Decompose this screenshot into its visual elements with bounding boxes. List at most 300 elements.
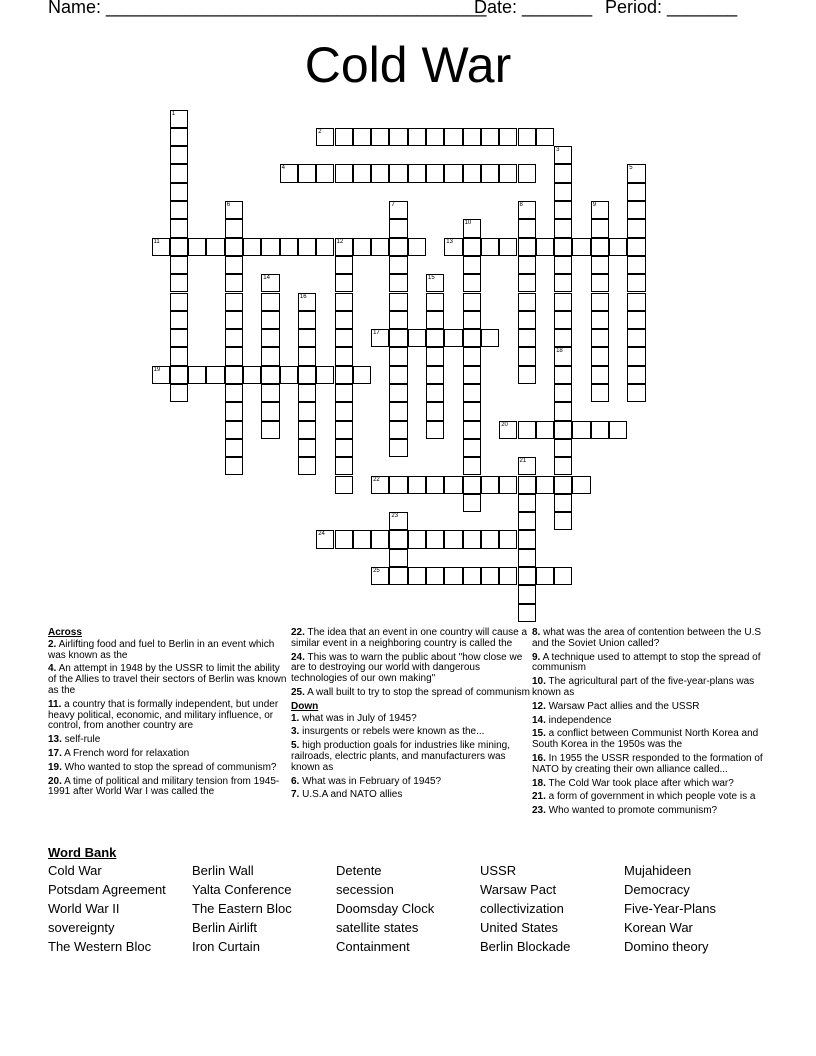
crossword-cell[interactable]	[225, 421, 243, 439]
clue-down-18: 18. The Cold War took place after which war?	[532, 777, 734, 789]
crossword-cell[interactable]	[463, 293, 481, 311]
crossword-cell[interactable]	[408, 238, 426, 256]
crossword-cell[interactable]	[591, 384, 609, 402]
crossword-cell[interactable]	[389, 366, 407, 384]
crossword-cell[interactable]	[408, 567, 426, 585]
crossword-cell[interactable]	[170, 384, 188, 402]
crossword-cell[interactable]	[463, 567, 481, 585]
crossword-cell[interactable]	[463, 402, 481, 420]
crossword-cell[interactable]	[389, 274, 407, 292]
crossword-cell[interactable]	[408, 164, 426, 182]
crossword-cell[interactable]	[353, 164, 371, 182]
crossword-cell[interactable]	[225, 238, 243, 256]
crossword-cell[interactable]	[353, 128, 371, 146]
crossword-cell[interactable]	[298, 311, 316, 329]
crossword-cell[interactable]	[463, 384, 481, 402]
word-bank-item: World War II	[48, 901, 120, 916]
crossword-cell[interactable]	[389, 384, 407, 402]
crossword-cell[interactable]	[554, 219, 572, 237]
crossword-cell[interactable]	[591, 421, 609, 439]
crossword-cell[interactable]	[499, 164, 517, 182]
crossword-cell[interactable]	[518, 585, 536, 603]
crossword-cell[interactable]	[371, 530, 389, 548]
crossword-cell[interactable]	[170, 219, 188, 237]
crossword-cell[interactable]	[280, 238, 298, 256]
crossword-cell[interactable]	[591, 201, 609, 219]
crossword-cell[interactable]	[463, 476, 481, 494]
crossword-cell[interactable]	[591, 274, 609, 292]
crossword-cell[interactable]	[389, 293, 407, 311]
crossword-cell[interactable]	[536, 238, 554, 256]
crossword-cell[interactable]	[298, 366, 316, 384]
crossword-cell[interactable]	[426, 311, 444, 329]
crossword-cell[interactable]	[536, 567, 554, 585]
crossword-cell[interactable]	[554, 567, 572, 585]
crossword-cell[interactable]	[463, 274, 481, 292]
crossword-cell[interactable]	[444, 164, 462, 182]
crossword-cell[interactable]	[225, 293, 243, 311]
crossword-cell[interactable]	[463, 530, 481, 548]
crossword-cell[interactable]	[188, 238, 206, 256]
crossword-cell[interactable]	[426, 293, 444, 311]
crossword-cell[interactable]	[170, 201, 188, 219]
clue-number: 15	[428, 275, 435, 282]
crossword-cell[interactable]	[591, 256, 609, 274]
crossword-cell[interactable]	[572, 421, 590, 439]
crossword-cell[interactable]	[499, 530, 517, 548]
crossword-cell[interactable]	[518, 549, 536, 567]
crossword-cell[interactable]	[389, 421, 407, 439]
crossword-cell[interactable]	[554, 164, 572, 182]
crossword-cell[interactable]	[518, 128, 536, 146]
clue-number: 11	[153, 238, 160, 245]
crossword-cell[interactable]	[335, 164, 353, 182]
crossword-cell[interactable]	[463, 256, 481, 274]
crossword-cell[interactable]	[389, 201, 407, 219]
word-bank-item: Warsaw Pact	[480, 882, 557, 897]
word-bank-item: Domino theory	[624, 939, 709, 954]
crossword-cell[interactable]	[170, 347, 188, 365]
crossword-cell[interactable]	[389, 512, 407, 530]
crossword-cell[interactable]	[609, 421, 627, 439]
crossword-cell[interactable]	[518, 494, 536, 512]
crossword-cell[interactable]	[316, 530, 334, 548]
crossword-cell[interactable]	[206, 238, 224, 256]
clues-column-2	[291, 628, 531, 804]
crossword-cell[interactable]	[152, 366, 170, 384]
crossword-cell[interactable]	[518, 256, 536, 274]
crossword-cell[interactable]	[554, 347, 572, 365]
crossword-cell[interactable]	[335, 238, 353, 256]
clue-number: 18	[556, 348, 563, 355]
crossword-cell[interactable]	[261, 402, 279, 420]
clue-down-5: 5. high production goals for industries like mining, railroads, electric plants, and manufacturers was known as	[291, 740, 511, 773]
crossword-cell[interactable]	[371, 567, 389, 585]
clue-down-8: 8. what was the area of contention between the U.S and the Soviet Union called?	[532, 627, 762, 649]
crossword-cell[interactable]	[371, 128, 389, 146]
crossword-cell[interactable]	[298, 384, 316, 402]
crossword-cell[interactable]	[463, 347, 481, 365]
crossword-cell[interactable]	[627, 256, 645, 274]
clue-across-4: 4. An attempt in 1948 by the USSR to limit the ability of the Allies to travel their sectors of Berlin was known as the	[48, 663, 287, 696]
clue-down-1: 1. what was in July of 1945?	[291, 712, 417, 724]
crossword-cell[interactable]	[225, 366, 243, 384]
crossword-cell[interactable]	[225, 347, 243, 365]
crossword-cell[interactable]	[554, 439, 572, 457]
crossword-cell[interactable]	[335, 293, 353, 311]
crossword-cell[interactable]	[627, 274, 645, 292]
crossword-cell[interactable]	[463, 494, 481, 512]
crossword-cell[interactable]	[444, 567, 462, 585]
crossword-cell[interactable]	[408, 530, 426, 548]
crossword-cell[interactable]	[298, 164, 316, 182]
crossword-cell[interactable]	[371, 476, 389, 494]
crossword-cell[interactable]	[554, 329, 572, 347]
crossword-cell[interactable]	[536, 476, 554, 494]
crossword-cell[interactable]	[591, 329, 609, 347]
crossword-cell[interactable]	[170, 238, 188, 256]
crossword-cell[interactable]	[627, 238, 645, 256]
clue-across-2: 2. Airlifting food and fuel to Berlin in an event which was known as the	[48, 638, 275, 661]
crossword-cell[interactable]	[170, 293, 188, 311]
crossword-cell[interactable]	[481, 128, 499, 146]
crossword-cell[interactable]	[298, 293, 316, 311]
crossword-cell[interactable]	[518, 366, 536, 384]
crossword-cell[interactable]	[518, 329, 536, 347]
crossword-cell[interactable]	[627, 347, 645, 365]
crossword-cell[interactable]	[389, 311, 407, 329]
clue-number: 21	[519, 458, 527, 465]
crossword-cell[interactable]	[335, 476, 353, 494]
crossword-cell[interactable]	[389, 329, 407, 347]
word-bank-item: The Eastern Bloc	[192, 901, 292, 916]
crossword-cell[interactable]	[554, 274, 572, 292]
crossword-cell[interactable]	[426, 347, 444, 365]
crossword-cell[interactable]	[518, 604, 536, 622]
crossword-cell[interactable]	[261, 347, 279, 365]
crossword-cell[interactable]	[426, 128, 444, 146]
crossword-cell[interactable]	[225, 384, 243, 402]
crossword-cell[interactable]	[591, 219, 609, 237]
crossword-cell[interactable]	[463, 219, 481, 237]
crossword-cell[interactable]	[371, 329, 389, 347]
crossword-cell[interactable]	[298, 329, 316, 347]
crossword-cell[interactable]	[353, 366, 371, 384]
crossword-cell[interactable]	[609, 238, 627, 256]
crossword-cell[interactable]	[298, 421, 316, 439]
clue-down-7: 7. U.S.A and NATO allies	[291, 789, 403, 801]
crossword-cell[interactable]	[536, 128, 554, 146]
clue-number: 2	[318, 128, 322, 135]
crossword-cell[interactable]	[225, 201, 243, 219]
crossword-cell[interactable]	[261, 311, 279, 329]
crossword-cell[interactable]	[243, 366, 261, 384]
word-bank-item: USSR	[480, 863, 517, 878]
crossword-cell[interactable]	[554, 457, 572, 475]
crossword-cell[interactable]	[389, 238, 407, 256]
crossword-cell[interactable]	[518, 567, 536, 585]
crossword-cell[interactable]	[518, 476, 536, 494]
crossword-cell[interactable]	[170, 164, 188, 182]
crossword-cell[interactable]	[591, 311, 609, 329]
crossword-cell[interactable]	[389, 549, 407, 567]
crossword-cell[interactable]	[554, 146, 572, 164]
crossword-cell[interactable]	[463, 421, 481, 439]
crossword-cell[interactable]	[225, 402, 243, 420]
crossword-cell[interactable]	[463, 439, 481, 457]
crossword-cell[interactable]	[463, 366, 481, 384]
crossword-cell[interactable]	[353, 530, 371, 548]
crossword-cell[interactable]	[627, 293, 645, 311]
crossword-cell[interactable]	[371, 164, 389, 182]
crossword-cell[interactable]	[335, 347, 353, 365]
clue-down-6: 6. What was in February of 1945?	[291, 775, 442, 787]
crossword-cell[interactable]	[335, 384, 353, 402]
crossword-cell[interactable]	[389, 476, 407, 494]
crossword-cell[interactable]	[518, 530, 536, 548]
crossword-cell[interactable]	[316, 366, 334, 384]
crossword-cell[interactable]	[499, 238, 517, 256]
crossword-cell[interactable]	[298, 347, 316, 365]
crossword-cell[interactable]	[481, 476, 499, 494]
crossword-cell[interactable]	[152, 238, 170, 256]
crossword-cell[interactable]	[316, 164, 334, 182]
crossword-cell[interactable]	[554, 183, 572, 201]
crossword-cell[interactable]	[335, 421, 353, 439]
date-field: Date: _______	[474, 0, 593, 17]
crossword-cell[interactable]	[261, 274, 279, 292]
crossword-cell[interactable]	[408, 476, 426, 494]
crossword-cell[interactable]	[261, 421, 279, 439]
crossword-cell[interactable]	[335, 439, 353, 457]
crossword-cell[interactable]	[389, 439, 407, 457]
clues-column-3	[532, 628, 772, 820]
crossword-cell[interactable]	[426, 329, 444, 347]
crossword-cell[interactable]	[371, 238, 389, 256]
crossword-cell[interactable]	[389, 530, 407, 548]
crossword-cell[interactable]	[280, 366, 298, 384]
crossword-cell[interactable]	[335, 366, 353, 384]
crossword-cell[interactable]	[170, 311, 188, 329]
crossword-cell[interactable]	[353, 238, 371, 256]
clue-number: 12	[336, 238, 344, 245]
crossword-cell[interactable]	[627, 311, 645, 329]
crossword-cell[interactable]	[463, 128, 481, 146]
crossword-cell[interactable]	[225, 274, 243, 292]
crossword-cell[interactable]	[444, 476, 462, 494]
crossword-cell[interactable]	[627, 329, 645, 347]
crossword-cell[interactable]	[261, 238, 279, 256]
crossword-cell[interactable]	[335, 256, 353, 274]
crossword-cell[interactable]	[426, 530, 444, 548]
crossword-cell[interactable]	[627, 201, 645, 219]
word-bank-title: Word Bank	[48, 845, 117, 860]
name-field: Name: ______________________________________	[48, 0, 487, 17]
crossword-cell[interactable]	[463, 457, 481, 475]
crossword-cell[interactable]	[554, 311, 572, 329]
crossword-cell[interactable]	[627, 219, 645, 237]
crossword-cell[interactable]	[426, 402, 444, 420]
clue-number: 20	[501, 421, 508, 428]
crossword-cell[interactable]	[554, 402, 572, 420]
crossword-cell[interactable]	[627, 384, 645, 402]
crossword-cell[interactable]	[389, 347, 407, 365]
crossword-cell[interactable]	[591, 293, 609, 311]
crossword-cell[interactable]	[518, 293, 536, 311]
crossword-cell[interactable]	[426, 421, 444, 439]
crossword-cell[interactable]	[627, 366, 645, 384]
word-bank-item: sovereignty	[48, 920, 115, 935]
crossword-cell[interactable]	[481, 567, 499, 585]
crossword-cell[interactable]	[225, 256, 243, 274]
crossword-cell[interactable]	[627, 183, 645, 201]
crossword-cell[interactable]	[225, 219, 243, 237]
crossword-cell[interactable]	[426, 476, 444, 494]
crossword-cell[interactable]	[170, 366, 188, 384]
crossword-cell[interactable]	[316, 128, 334, 146]
crossword-cell[interactable]	[298, 402, 316, 420]
clue-number: 10	[464, 220, 472, 227]
word-bank-item: Mujahideen	[624, 863, 692, 878]
crossword-cell[interactable]	[554, 512, 572, 530]
crossword-cell[interactable]	[481, 329, 499, 347]
crossword-cell[interactable]	[261, 329, 279, 347]
crossword-cell[interactable]	[554, 201, 572, 219]
crossword-cell[interactable]	[554, 256, 572, 274]
crossword-cell[interactable]	[335, 274, 353, 292]
crossword-cell[interactable]	[335, 530, 353, 548]
crossword-cell[interactable]	[444, 530, 462, 548]
crossword-cell[interactable]	[463, 329, 481, 347]
crossword-cell[interactable]	[426, 164, 444, 182]
clue-number: 7	[391, 202, 395, 208]
word-bank-item: Doomsday Clock	[336, 901, 435, 916]
crossword-cell[interactable]	[170, 274, 188, 292]
crossword-cell[interactable]	[389, 567, 407, 585]
crossword-cell[interactable]	[188, 366, 206, 384]
clue-number: 8	[519, 202, 523, 208]
crossword-cell[interactable]	[554, 421, 572, 439]
crossword-cell[interactable]	[518, 201, 536, 219]
crossword-cell[interactable]	[463, 164, 481, 182]
crossword-cell[interactable]	[572, 238, 590, 256]
crossword-cell[interactable]	[481, 164, 499, 182]
crossword-cell[interactable]	[389, 402, 407, 420]
crossword-cell[interactable]	[518, 164, 536, 182]
word-bank-item: Iron Curtain	[192, 939, 260, 954]
crossword-cell[interactable]	[554, 494, 572, 512]
crossword-cell[interactable]	[591, 347, 609, 365]
crossword-cell[interactable]	[206, 366, 224, 384]
crossword-cell[interactable]	[591, 366, 609, 384]
crossword-cell[interactable]	[225, 457, 243, 475]
crossword-cell[interactable]	[261, 293, 279, 311]
crossword-cell[interactable]	[554, 384, 572, 402]
crossword-cell[interactable]	[225, 311, 243, 329]
crossword-cell[interactable]	[518, 421, 536, 439]
crossword-cell[interactable]	[408, 329, 426, 347]
crossword-cell[interactable]	[261, 384, 279, 402]
crossword-cell[interactable]	[426, 384, 444, 402]
crossword-cell[interactable]	[298, 457, 316, 475]
crossword-cell[interactable]	[335, 329, 353, 347]
crossword-cell[interactable]	[280, 164, 298, 182]
crossword-cell[interactable]	[444, 238, 462, 256]
crossword-cell[interactable]	[554, 476, 572, 494]
crossword-cell[interactable]	[389, 164, 407, 182]
crossword-cell[interactable]	[627, 164, 645, 182]
crossword-cell[interactable]	[389, 219, 407, 237]
crossword-cell[interactable]	[518, 347, 536, 365]
crossword-cell[interactable]	[316, 238, 334, 256]
crossword-cell[interactable]	[170, 146, 188, 164]
crossword-cell[interactable]	[481, 530, 499, 548]
crossword-cell[interactable]	[499, 128, 517, 146]
crossword-cell[interactable]	[426, 366, 444, 384]
crossword-cell[interactable]	[554, 238, 572, 256]
crossword-cell[interactable]	[499, 421, 517, 439]
crossword-cell[interactable]	[225, 439, 243, 457]
crossword-cell[interactable]	[261, 366, 279, 384]
word-bank-item: Democracy	[624, 882, 690, 897]
crossword-cell[interactable]	[554, 366, 572, 384]
crossword-cell[interactable]	[170, 128, 188, 146]
word-bank-item: Cold War	[48, 863, 102, 878]
crossword-cell[interactable]	[463, 311, 481, 329]
crossword-cell[interactable]	[298, 238, 316, 256]
crossword-cell[interactable]	[389, 256, 407, 274]
crossword-cell[interactable]	[518, 311, 536, 329]
crossword-cell[interactable]	[572, 476, 590, 494]
crossword-cell[interactable]	[335, 402, 353, 420]
crossword-cell[interactable]	[335, 311, 353, 329]
crossword-cell[interactable]	[243, 238, 261, 256]
crossword-cell[interactable]	[518, 274, 536, 292]
crossword-cell[interactable]	[408, 128, 426, 146]
crossword-cell[interactable]	[518, 238, 536, 256]
crossword-cell[interactable]	[536, 421, 554, 439]
clues-column-1	[48, 628, 288, 801]
crossword-cell[interactable]	[298, 439, 316, 457]
crossword-cell[interactable]	[481, 238, 499, 256]
crossword-cell[interactable]	[170, 256, 188, 274]
crossword-cell[interactable]	[170, 110, 188, 128]
crossword-cell[interactable]	[518, 457, 536, 475]
crossword-cell[interactable]	[426, 274, 444, 292]
crossword-cell[interactable]	[518, 512, 536, 530]
crossword-cell[interactable]	[170, 183, 188, 201]
crossword-cell[interactable]	[389, 128, 407, 146]
crossword-cell[interactable]	[426, 567, 444, 585]
clue-number: 1	[171, 110, 176, 117]
crossword-cell[interactable]	[170, 329, 188, 347]
crossword-cell[interactable]	[499, 476, 517, 494]
crossword-cell[interactable]	[591, 238, 609, 256]
word-bank-item: Berlin Wall	[192, 863, 254, 878]
crossword-cell[interactable]	[225, 329, 243, 347]
crossword-cell[interactable]	[335, 128, 353, 146]
crossword-cell[interactable]	[444, 128, 462, 146]
word-bank-item: Korean War	[624, 920, 693, 935]
page-title: Cold War	[304, 37, 512, 93]
crossword-cell[interactable]	[518, 219, 536, 237]
crossword-cell[interactable]	[463, 238, 481, 256]
crossword-cell[interactable]	[554, 293, 572, 311]
crossword-cell[interactable]	[335, 457, 353, 475]
crossword-cell[interactable]	[444, 329, 462, 347]
crossword-cell[interactable]	[499, 567, 517, 585]
clue-down-16: 16. In 1955 the USSR responded to the formation of NATO by creating their own alliance called...	[532, 752, 763, 775]
